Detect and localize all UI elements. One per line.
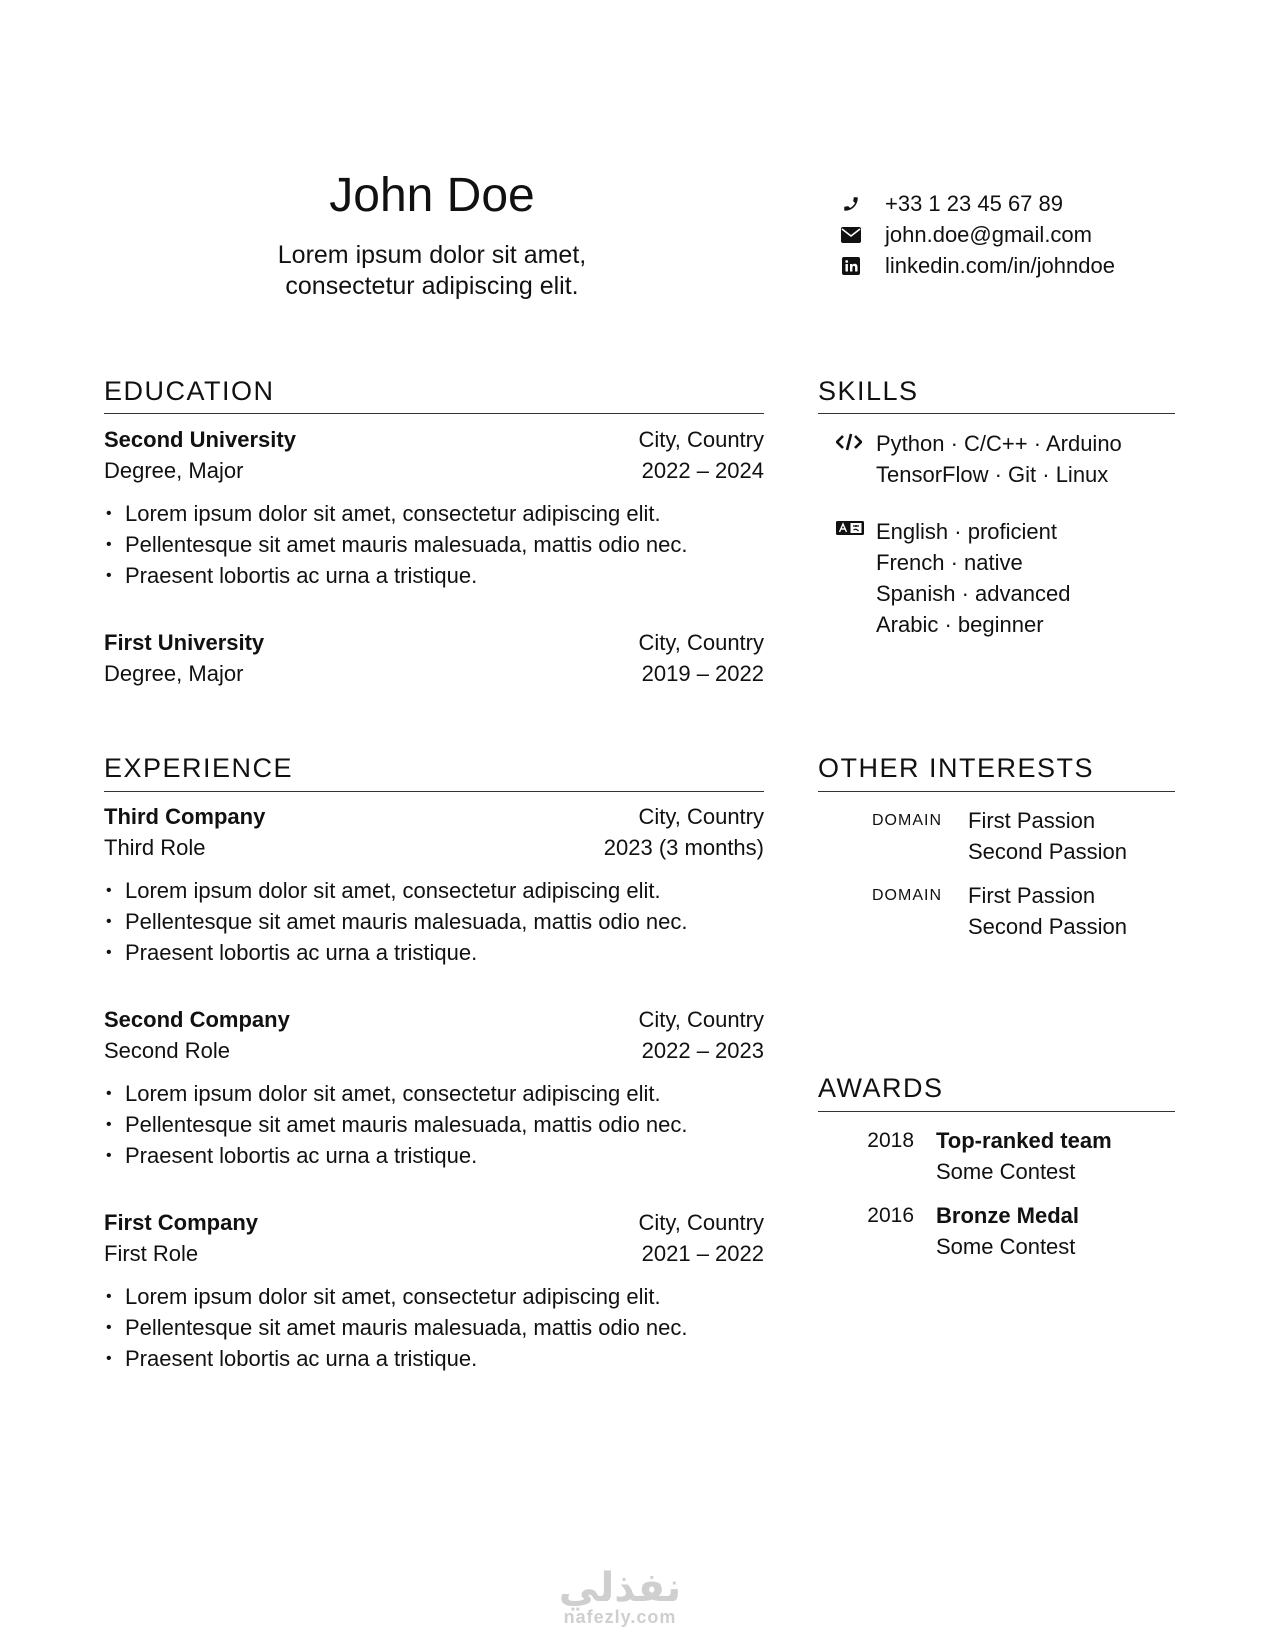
interest-group — [836, 880, 1127, 942]
contact-list — [840, 188, 1115, 281]
education-divider — [104, 413, 764, 414]
watermark — [520, 1565, 720, 1628]
list-item: • Lorem ipsum dolor sit amet, consectetur adipiscing elit. — [106, 1080, 661, 1106]
skill-line: French · native — [876, 550, 1023, 575]
list-item: • Praesent lobortis ac urna a tristique. — [106, 562, 478, 588]
experience-divider — [104, 791, 764, 792]
interest-domain: DOMAIN — [872, 887, 942, 904]
tagline-line: Lorem ipsum dolor sit amet, — [277, 241, 587, 269]
entry-location: City, Country — [638, 1209, 764, 1235]
entry-organization: First Company — [104, 1209, 259, 1235]
tagline-line: consectetur adipiscing elit. — [285, 272, 579, 300]
education-entry — [104, 627, 764, 689]
watermark-domain: nafezly.com — [563, 1607, 677, 1627]
watermark-logo: نفذلي — [558, 1566, 682, 1610]
skills-heading: SKILLS — [818, 376, 919, 406]
entry-role: Degree, Major — [104, 457, 244, 483]
award-year: 2018 — [867, 1129, 914, 1152]
linkedin-text[interactable]: linkedin.com/in/johndoe — [885, 252, 1115, 278]
award-item — [836, 1125, 1112, 1187]
email-text[interactable]: john.doe@gmail.com — [885, 221, 1092, 247]
entry-organization: Second University — [104, 426, 296, 452]
awards-divider — [818, 1111, 1175, 1112]
entry-dates: 2022 – 2024 — [641, 457, 764, 483]
list-item: • Lorem ipsum dolor sit amet, consectetur adipiscing elit. — [106, 1283, 661, 1309]
experience-entry — [104, 1004, 764, 1171]
list-item: • Praesent lobortis ac urna a tristique. — [106, 939, 478, 965]
entry-organization: Second Company — [104, 1006, 290, 1032]
skill-line: Spanish · advanced — [876, 581, 1071, 606]
entry-organization: First University — [104, 629, 265, 655]
skill-line: Python · C/C++ · Arduino — [876, 431, 1122, 456]
interest-item: First Passion — [968, 808, 1096, 833]
contact-phone — [840, 188, 1115, 219]
experience-heading: EXPERIENCE — [104, 753, 294, 783]
entry-location: City, Country — [638, 629, 764, 655]
interests-heading: OTHER INTERESTS — [818, 753, 1095, 783]
language-icon — [836, 516, 876, 640]
phone-text[interactable]: +33 1 23 45 67 89 — [885, 190, 1063, 216]
entry-location: City, Country — [638, 426, 764, 452]
entry-role: First Role — [104, 1240, 199, 1266]
awards-heading: AWARDS — [818, 1073, 944, 1103]
interests-divider — [818, 791, 1175, 792]
skill-group-languages — [836, 516, 1070, 640]
interest-group — [836, 805, 1127, 867]
list-item: • Pellentesque sit amet mauris malesuada, mattis odio nec. — [106, 908, 688, 934]
skill-line: Arabic · beginner — [876, 612, 1044, 637]
bullet-list — [104, 1078, 764, 1171]
award-item — [836, 1200, 1079, 1262]
list-item: • Pellentesque sit amet mauris malesuada, mattis odio nec. — [106, 531, 688, 557]
award-subtitle: Some Contest — [936, 1159, 1076, 1184]
entry-dates: 2019 – 2022 — [641, 660, 764, 686]
skills-divider — [818, 413, 1175, 414]
entry-dates: 2021 – 2022 — [641, 1240, 764, 1266]
award-title: Top-ranked team — [936, 1128, 1112, 1153]
entry-role: Second Role — [104, 1037, 230, 1063]
resume-name: John Doe — [329, 169, 535, 222]
tagline — [104, 240, 760, 302]
code-icon — [836, 428, 876, 490]
award-year: 2016 — [867, 1204, 914, 1227]
education-heading: EDUCATION — [104, 376, 275, 406]
skill-line: English · proficient — [876, 519, 1057, 544]
entry-dates: 2023 (3 months) — [603, 834, 764, 860]
list-item: • Lorem ipsum dolor sit amet, consectetur adipiscing elit. — [106, 877, 661, 903]
entry-role: Degree, Major — [104, 660, 244, 686]
entry-location: City, Country — [638, 803, 764, 829]
skill-group-technical — [836, 428, 1122, 490]
list-item: • Praesent lobortis ac urna a tristique. — [106, 1345, 478, 1371]
list-item: • Praesent lobortis ac urna a tristique. — [106, 1142, 478, 1168]
skill-line: TensorFlow · Git · Linux — [876, 462, 1109, 487]
envelope-icon — [840, 224, 862, 246]
award-title: Bronze Medal — [936, 1203, 1080, 1228]
contact-email — [840, 219, 1115, 250]
education-entry — [104, 424, 764, 591]
linkedin-icon — [840, 255, 862, 277]
interest-domain: DOMAIN — [872, 812, 942, 829]
bullet-list — [104, 875, 764, 968]
experience-entry — [104, 1207, 764, 1374]
phone-icon — [840, 193, 862, 215]
experience-entry — [104, 801, 764, 968]
interest-item: Second Passion — [968, 839, 1127, 864]
bullet-list — [104, 498, 764, 591]
entry-location: City, Country — [638, 1006, 764, 1032]
list-item: • Pellentesque sit amet mauris malesuada, mattis odio nec. — [106, 1111, 688, 1137]
list-item: • Lorem ipsum dolor sit amet, consectetur adipiscing elit. — [106, 500, 661, 526]
entry-role: Third Role — [104, 834, 206, 860]
interest-item: Second Passion — [968, 914, 1127, 939]
entry-organization: Third Company — [104, 803, 266, 829]
entry-dates: 2022 – 2023 — [641, 1037, 764, 1063]
award-subtitle: Some Contest — [936, 1234, 1076, 1259]
contact-linkedin — [840, 250, 1115, 281]
bullet-list — [104, 1281, 764, 1374]
list-item: • Pellentesque sit amet mauris malesuada, mattis odio nec. — [106, 1314, 688, 1340]
interest-item: First Passion — [968, 883, 1096, 908]
